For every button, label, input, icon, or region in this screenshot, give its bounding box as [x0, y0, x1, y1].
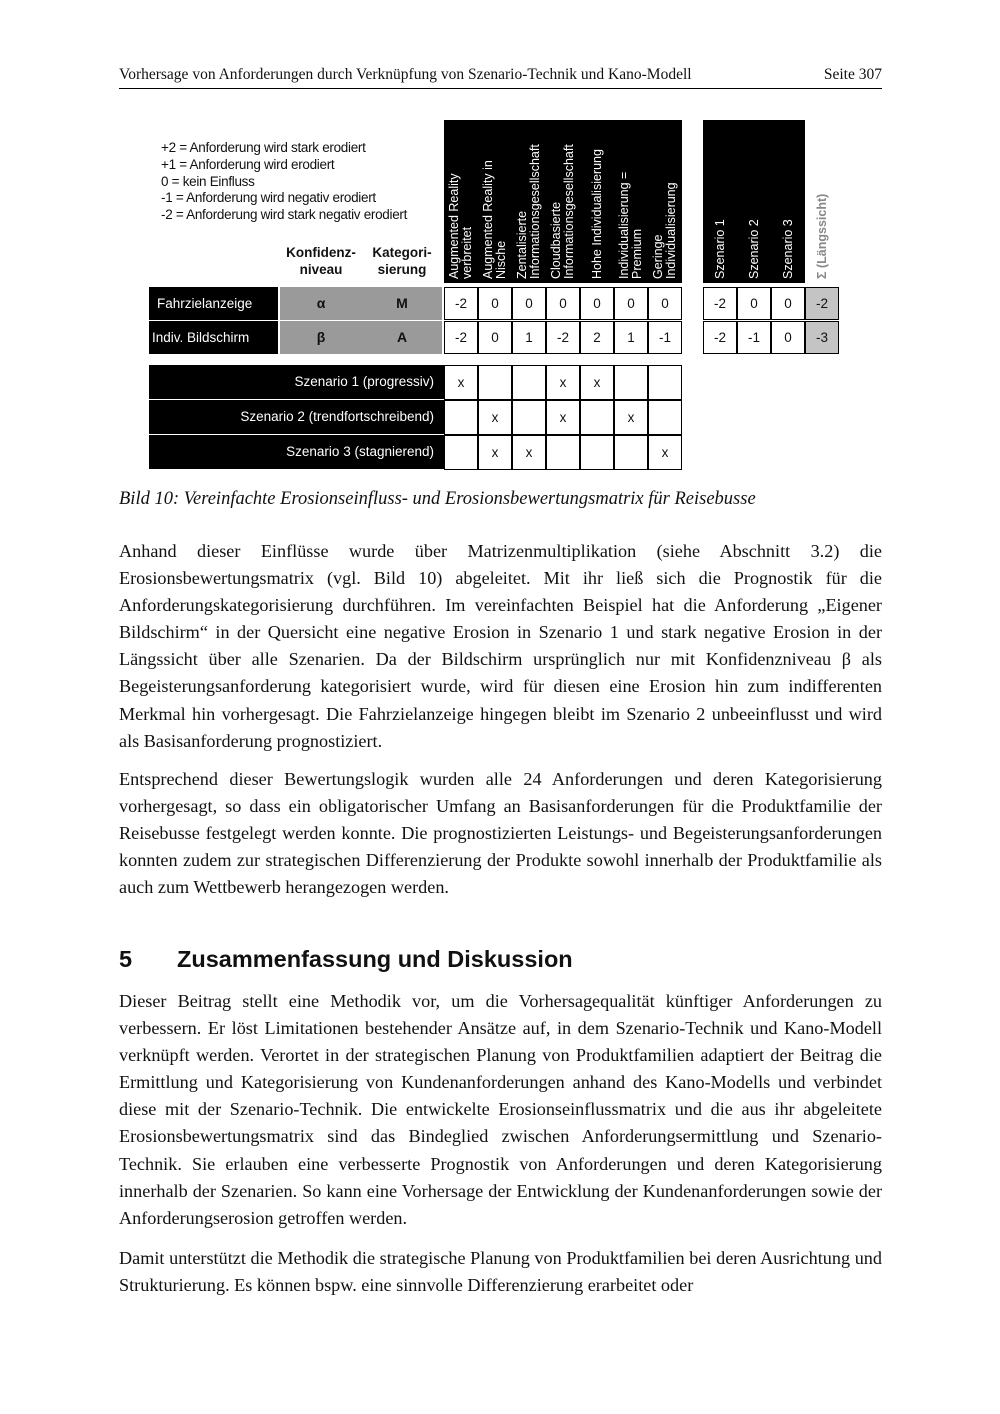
influence-header [580, 120, 614, 283]
influence-header-text [516, 144, 542, 279]
scenario-mark [444, 400, 478, 435]
influence-header [546, 120, 580, 283]
scenario-row-label: Szenario 3 (stagnierend) [149, 435, 445, 469]
scenario-row-label: Szenario 2 (trendfortschreibend) [149, 400, 445, 434]
scenario-mark: x [546, 400, 580, 435]
influence-header [478, 120, 512, 283]
category-cell: A [362, 321, 442, 354]
influence-header-line: Individualisierung = [617, 171, 631, 279]
sum-header-text: Σ (Längssicht) [815, 193, 829, 279]
requirement-row-label: Fahrzielanzeige [149, 287, 278, 320]
scenario-mark: x [512, 435, 546, 470]
section-number: 5 [119, 946, 133, 972]
influence-value: -2 [546, 321, 580, 354]
scenario-mark [512, 400, 546, 435]
scenario-mark: x [580, 365, 614, 400]
scenario-value: -2 [703, 287, 737, 320]
influence-value: 1 [512, 321, 546, 354]
legend [161, 140, 407, 224]
erosion-matrix-figure [0, 0, 1000, 480]
influence-value: -2 [444, 321, 478, 354]
scenario-mark: x [546, 365, 580, 400]
influence-header [614, 120, 648, 283]
section-heading [119, 946, 573, 973]
influence-header [512, 120, 546, 283]
influence-header-text [482, 160, 508, 279]
page-number: Seite 307 [823, 66, 882, 83]
influence-header-text [591, 149, 604, 279]
legend-item: -2 = Anforderung wird stark negativ erodiert [161, 207, 408, 223]
confidence-cell: β [280, 321, 362, 354]
scenario-value: -2 [703, 321, 737, 354]
scenario-header-text: Szenario 2 [747, 219, 761, 279]
paragraph: Entsprechend dieser Bewertungslogik wurden alle 24 Anforderungen und deren Kategorisierung vorhergesagt, so dass ein obligatorischer Umfang an Basisanforderungen für die Produktfamilie der Reisebusse festgelegt werden konnte. Die prognostizierten Leistungs- und Begeisterungsanforderungen konnten zudem zur strategischen Differenzierung der Produkte sowohl innerhalb der Produktfamilie als auch zum Wettbewerb herangezogen werden. [119, 769, 882, 898]
confidence-header-line: niveau [299, 262, 343, 277]
scenario-mark [444, 435, 478, 470]
influence-header-line: Cloudbasierte [549, 201, 563, 279]
paragraph: Damit unterstützt die Methodik die strategische Planung von Produktfamilien bei deren Ausrichtung und Strukturierung. Es können bspw. eine sinnvolle Differenzierung erarbeitet oder [119, 1248, 882, 1296]
influence-header-text [448, 173, 474, 279]
influence-header-line: Geringe [651, 234, 665, 279]
scenario-mark [614, 365, 648, 400]
scenario-mark [512, 365, 546, 400]
scenario-header [703, 120, 737, 283]
influence-header-line: Zentalisierte [515, 210, 529, 279]
scenario-header [771, 120, 805, 283]
scenario-mark [478, 365, 512, 400]
influence-value: 2 [580, 321, 614, 354]
legend-item: -1 = Anforderung wird negativ erodiert [161, 190, 376, 206]
scenario-mark [546, 435, 580, 470]
influence-header-line: Nische [494, 240, 508, 279]
paragraph: Dieser Beitrag stellt eine Methodik vor, um die Vorhersagequalität künftiger Anforderungen zu verbessern. Er löst Limitationen bestehender Ansätze auf, in dem Szenario-Technik und Kano-Modell verknüpft werden. Verortet in der strategischen Planung von Produktfamilien adaptiert der Beitrag die Ermittlung und Kategorisierung von Kundenanforderungen anhand des Kano-Modells und verbindet diese mit der Szenario-Technik. Die entwickelte Erosionseinflussmatrix und die aus ihr abgeleitete Erosionsbewertungsmatrix sind das Bindeglied zwischen Anforderungsermittlung und Szenario-Technik. Sie erlauben eine verbesserte Prognostik von Anforderungen und deren Kategorisierung innerhalb der Szenarien. So kann eine Vorhersage der Entwicklung der Kundenanforderungen sowie der Anforderungserosion getroffen werden. [119, 991, 882, 1228]
category-cell: M [362, 287, 442, 320]
influence-header [648, 120, 682, 283]
influence-value: 0 [614, 287, 648, 320]
influence-value: 0 [580, 287, 614, 320]
influence-value: 0 [546, 287, 580, 320]
scenario-mark: x [648, 435, 682, 470]
influence-header-line: Augmented Reality [447, 173, 461, 279]
scenario-mark [580, 435, 614, 470]
category-header [365, 244, 439, 278]
influence-header-line: Hohe Individualisierung [590, 149, 604, 279]
scenario-mark: x [444, 365, 478, 400]
confidence-header-line: Konfidenz- [286, 245, 356, 260]
influence-value: -1 [648, 321, 682, 354]
influence-value: -2 [444, 287, 478, 320]
scenario-header-text: Szenario 3 [781, 219, 795, 279]
scenario-value: 0 [771, 321, 805, 354]
influence-header-line: Informationsgesellschaft [528, 144, 542, 279]
influence-value: 0 [478, 287, 512, 320]
legend-item: +1 = Anforderung wird erodiert [161, 156, 335, 172]
legend-item: +2 = Anforderung wird stark erodiert [161, 140, 366, 155]
confidence-cell: α [280, 287, 362, 320]
scenario-mark: x [478, 435, 512, 470]
influence-header-text [550, 144, 576, 279]
scenario-row-label: Szenario 1 (progressiv) [149, 365, 445, 399]
sum-header [805, 120, 839, 283]
category-header-line: Kategori- [372, 245, 432, 260]
influence-header [444, 120, 478, 283]
scenario-value: -1 [737, 321, 771, 354]
scenario-header [737, 120, 771, 283]
legend-item: 0 = kein Einfluss [161, 173, 255, 189]
influence-value: 0 [478, 321, 512, 354]
scenario-mark [580, 400, 614, 435]
sum-value: -3 [805, 321, 839, 354]
scenario-value: 0 [737, 287, 771, 320]
scenario-value: 0 [771, 287, 805, 320]
section-title: Zusammenfassung und Diskussion [177, 946, 573, 972]
scenario-mark [648, 365, 682, 400]
influence-header-line: Augmented Reality in [481, 160, 495, 279]
influence-header-line: Individualisierung [664, 182, 678, 279]
influence-header-text [652, 182, 678, 279]
influence-value: 0 [512, 287, 546, 320]
sum-value: -2 [805, 287, 839, 320]
influence-header-line: Informationsgesellschaft [562, 144, 576, 279]
requirement-row-label: Indiv. Bildschirm [149, 321, 278, 354]
scenario-header-text: Szenario 1 [713, 219, 727, 279]
category-header-line: sierung [377, 262, 427, 277]
influence-header-text [618, 172, 644, 279]
influence-value: 0 [648, 287, 682, 320]
figure-caption: Bild 10: Vereinfachte Erosionseinfluss- und Erosionsbewertungsmatrix für Reisebusse [119, 489, 756, 509]
scenario-mark: x [614, 400, 648, 435]
influence-header-line: verbreitet [460, 226, 474, 279]
scenario-mark: x [478, 400, 512, 435]
influence-value: 1 [614, 321, 648, 354]
scenario-mark [614, 435, 648, 470]
running-title: Vorhersage von Anforderungen durch Verknüpfung von Szenario-Technik und Kano-Modell [119, 66, 692, 83]
scenario-mark [648, 400, 682, 435]
confidence-header [280, 244, 362, 278]
paragraph: Anhand dieser Einflüsse wurde über Matrizenmultiplikation (siehe Abschnitt 3.2) die Erosionsbewertungsmatrix (vgl. Bild 10) abgeleitet. Mit ihr ließ sich die Prognostik für die Anforderungskategorisierung durchführen. Im vereinfachten Beispiel hat die Anforderung „Eigener Bildschirm“ in der Quersicht eine negative Erosion in Szenario 1 und stark negative Erosion in der Längssicht über alle Szenarien. Da der Bildschirm ursprünglich nur mit Konfidenzniveau β als Begeisterungsanforderung kategorisiert wurde, wird für diesen eine Erosion hin zum indifferenten Merkmal hin vorhergesagt. Die Fahrzielanzeige hingegen bleibt im Szenario 2 unbeeinflusst und wird als Basisanforderung prognostiziert. [119, 541, 882, 751]
influence-header-line: Premium [630, 228, 644, 279]
